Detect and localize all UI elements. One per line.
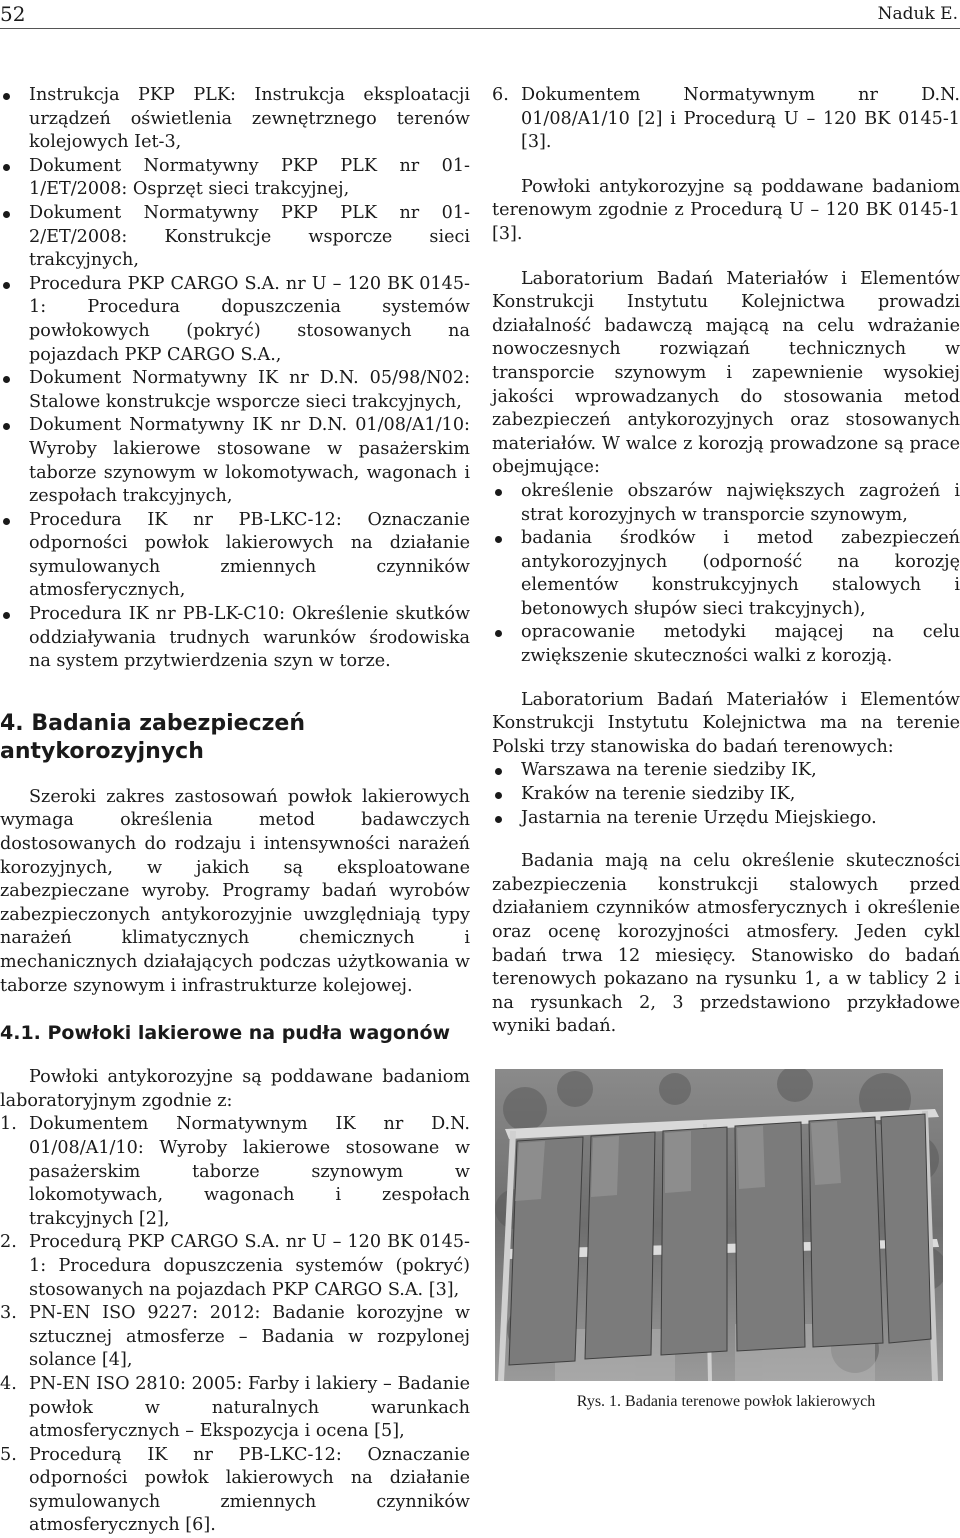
- list-item: 5. Procedurą IK nr PB-LKC-12: Oznaczanie odporności powłok lakierowych na działanie symulowanych zmiennych czynników atmosferycznych [6].: [0, 1444, 470, 1536]
- test-standards-list-continued: [492, 84, 960, 155]
- list-item: Dokument Normatywny IK nr D.N. 05/98/N02: Stalowe konstrukcje wsporcze sieci trakcyjnych,: [0, 367, 470, 414]
- page-number: 52: [0, 2, 26, 26]
- paragraph: Laboratorium Badań Materiałów i Elementów Konstrukcji Instytutu Kolejnictwa ma na terenie Polski trzy stanowiska do badań terenowych:: [492, 689, 960, 757]
- bullet-icon: [495, 792, 502, 799]
- bullet-icon: [3, 93, 10, 100]
- list-item: Jastarnia na terenie Urzędu Miejskiego.: [492, 807, 960, 831]
- paragraph: Powłoki antykorozyjne są poddawane badaniom terenowym zgodnie z Procedurą U – 120 BK 0145-1 [3].: [492, 176, 960, 244]
- list-item: Kraków na terenie siedziby IK,: [492, 783, 960, 807]
- list-item: opracowanie metodyki mającej na celu zwiększenie skuteczności walki z korozją.: [492, 621, 960, 668]
- bullet-icon: [3, 518, 10, 525]
- test-sites-list: [492, 759, 960, 830]
- paragraph: Badania mają na celu określenie skuteczności zabezpieczenia konstrukcji stalowych przed działaniem czynników atmosferycznych i określenie oraz ocenę korozyjności atmosfery. Jeden cykl badań trwa 12 miesięcy. Stanowisko do badań terenowych pokazano na rysunku 1, a w tablicy 2 i na rysunkach 2, 3 przedstawiono przykładowe wyniki badań.: [492, 851, 960, 1037]
- list-item: Dokument Normatywny IK nr D.N. 01/08/A1/10: Wyroby lakierowe stosowane w pasażerskim taborze szynowym w lokomotywach, wagonach i zespołach trakcyjnych,: [0, 414, 470, 508]
- right-column: [492, 84, 960, 1413]
- section-paragraph: Szeroki zakres zastosowań powłok lakierowych wymaga określenia metod badawczych dostosowanych do rodzaju i intensywności narażeń korozyjnych, w jakich są eksploatowane zabezpieczane wyroby. Programy badań wyrobów zabezpieczonych antykorozyjnie uwzględniają typy narażeń klimatycznych chemicznych i mechanicznych działających podczas użytkowania w taborze szynowym i infrastrukturze kolejowej.: [0, 786, 470, 996]
- bullet-icon: [3, 423, 10, 430]
- test-standards-list: [0, 1113, 470, 1538]
- standards-list: [0, 84, 470, 674]
- bullet-icon: [3, 282, 10, 289]
- bullet-icon: [495, 489, 502, 496]
- header-rule: [0, 28, 960, 29]
- list-item: Warszawa na terenie siedziby IK,: [492, 759, 960, 783]
- bullet-icon: [3, 211, 10, 218]
- bullet-icon: [495, 536, 502, 543]
- bullet-icon: [495, 816, 502, 823]
- list-item: 1. Dokumentem Normatywnym IK nr D.N. 01/08/A1/10: Wyroby lakierowe stosowane w pasażerskim taborze szynowym w lokomotywach, wagonach i zespołach trakcyjnych [2],: [0, 1114, 470, 1229]
- list-item: określenie obszarów największych zagrożeń i strat korozyjnych w transporcie szynowym,: [492, 480, 960, 527]
- running-author: Naduk E.: [877, 4, 958, 24]
- activities-list: [492, 480, 960, 669]
- bullet-icon: [495, 630, 502, 637]
- figure-caption: Rys. 1. Badania terenowe powłok lakierowych: [576, 1392, 876, 1410]
- bullet-icon: [3, 164, 10, 171]
- list-item: 3. PN-EN ISO 9227: 2012: Badanie korozyjne w sztucznej atmosferze – Badania w rozpylonej solance [4],: [0, 1303, 470, 1371]
- bullet-icon: [3, 376, 10, 383]
- bullet-icon: [3, 612, 10, 619]
- list-item: Procedura PKP CARGO S.A. nr U – 120 BK 0145-1: Procedura dopuszczenia systemów powłokowych (pokryć) stosowanych na pojazdach PKP CARGO S.A.,: [0, 273, 470, 367]
- section-heading: 4. Badania zabezpieczeń antykorozyjnych: [0, 710, 306, 764]
- list-item: badania środków i metod zabezpieczeń antykorozyjnych (odporność na korozję elementów konstrukcyjnych stalowych i betonowych słupów sieci trakcyjnych),: [492, 527, 960, 621]
- bullet-icon: [495, 768, 502, 775]
- subsection-heading: 4.1. Powłoki lakierowe na pudła wagonów: [0, 1022, 451, 1045]
- page-header: [0, 0, 960, 28]
- list-item: 4. PN-EN ISO 2810: 2005: Farby i lakiery – Badanie powłok w naturalnych warunkach atmosferycznych – Ekspozycja i ocena [5],: [0, 1373, 470, 1442]
- list-item: Dokument Normatywny PKP PLK nr 01-2/ET/2008: Konstrukcje wsporcze sieci trakcyjnych,: [0, 202, 470, 273]
- list-item: Procedura IK nr PB-LKC-12: Oznaczanie odporności powłok lakierowych na działanie symulowanych zmiennych czynników atmosferycznych,: [0, 509, 470, 603]
- list-item: 2. Procedurą PKP CARGO S.A. nr U – 120 BK 0145-1: Procedura dopuszczenia systemów (pokryć) stosowanych na pojazdach PKP CARGO S.A. [3],: [0, 1232, 470, 1300]
- list-item: 6. Dokumentem Normatywnym nr D.N. 01/08/A1/10 [2] i Procedurą U – 120 BK 0145-1 [3].: [492, 85, 960, 153]
- list-item: Procedura IK nr PB-LK-C10: Określenie skutków oddziaływania trudnych warunków środowiska na system przytwierdzenia szyn w torze.: [0, 603, 470, 674]
- left-column: [0, 84, 470, 1538]
- list-item: Dokument Normatywny PKP PLK nr 01-1/ET/2008: Osprzęt sieci trakcyjnej,: [0, 155, 470, 202]
- paragraph: Laboratorium Badań Materiałów i Elementów Konstrukcji Instytutu Kolejnictwa prowadzi działalność badawczą mającą na celu wdrażanie nowoczesnych rozwiązań technicznych w transporcie szynowym i zapewnienie wysokiej jakości wprowadzanych do stosowania metod zabezpieczeń antykorozyjnych oraz stosowanych materiałów. W walce z korozją prowadzone są prace obejmujące:: [492, 268, 960, 478]
- field-test-stand-image: [495, 1069, 943, 1381]
- subsection-intro: Powłoki antykorozyjne są poddawane badaniom laboratoryjnym zgodnie z:: [0, 1067, 470, 1111]
- list-item: Instrukcja PKP PLK: Instrukcja eksploatacji urządzeń oświetlenia zewnętrznego terenów kolejowych Iet-3,: [0, 84, 470, 155]
- field-test-photo: [495, 1069, 943, 1381]
